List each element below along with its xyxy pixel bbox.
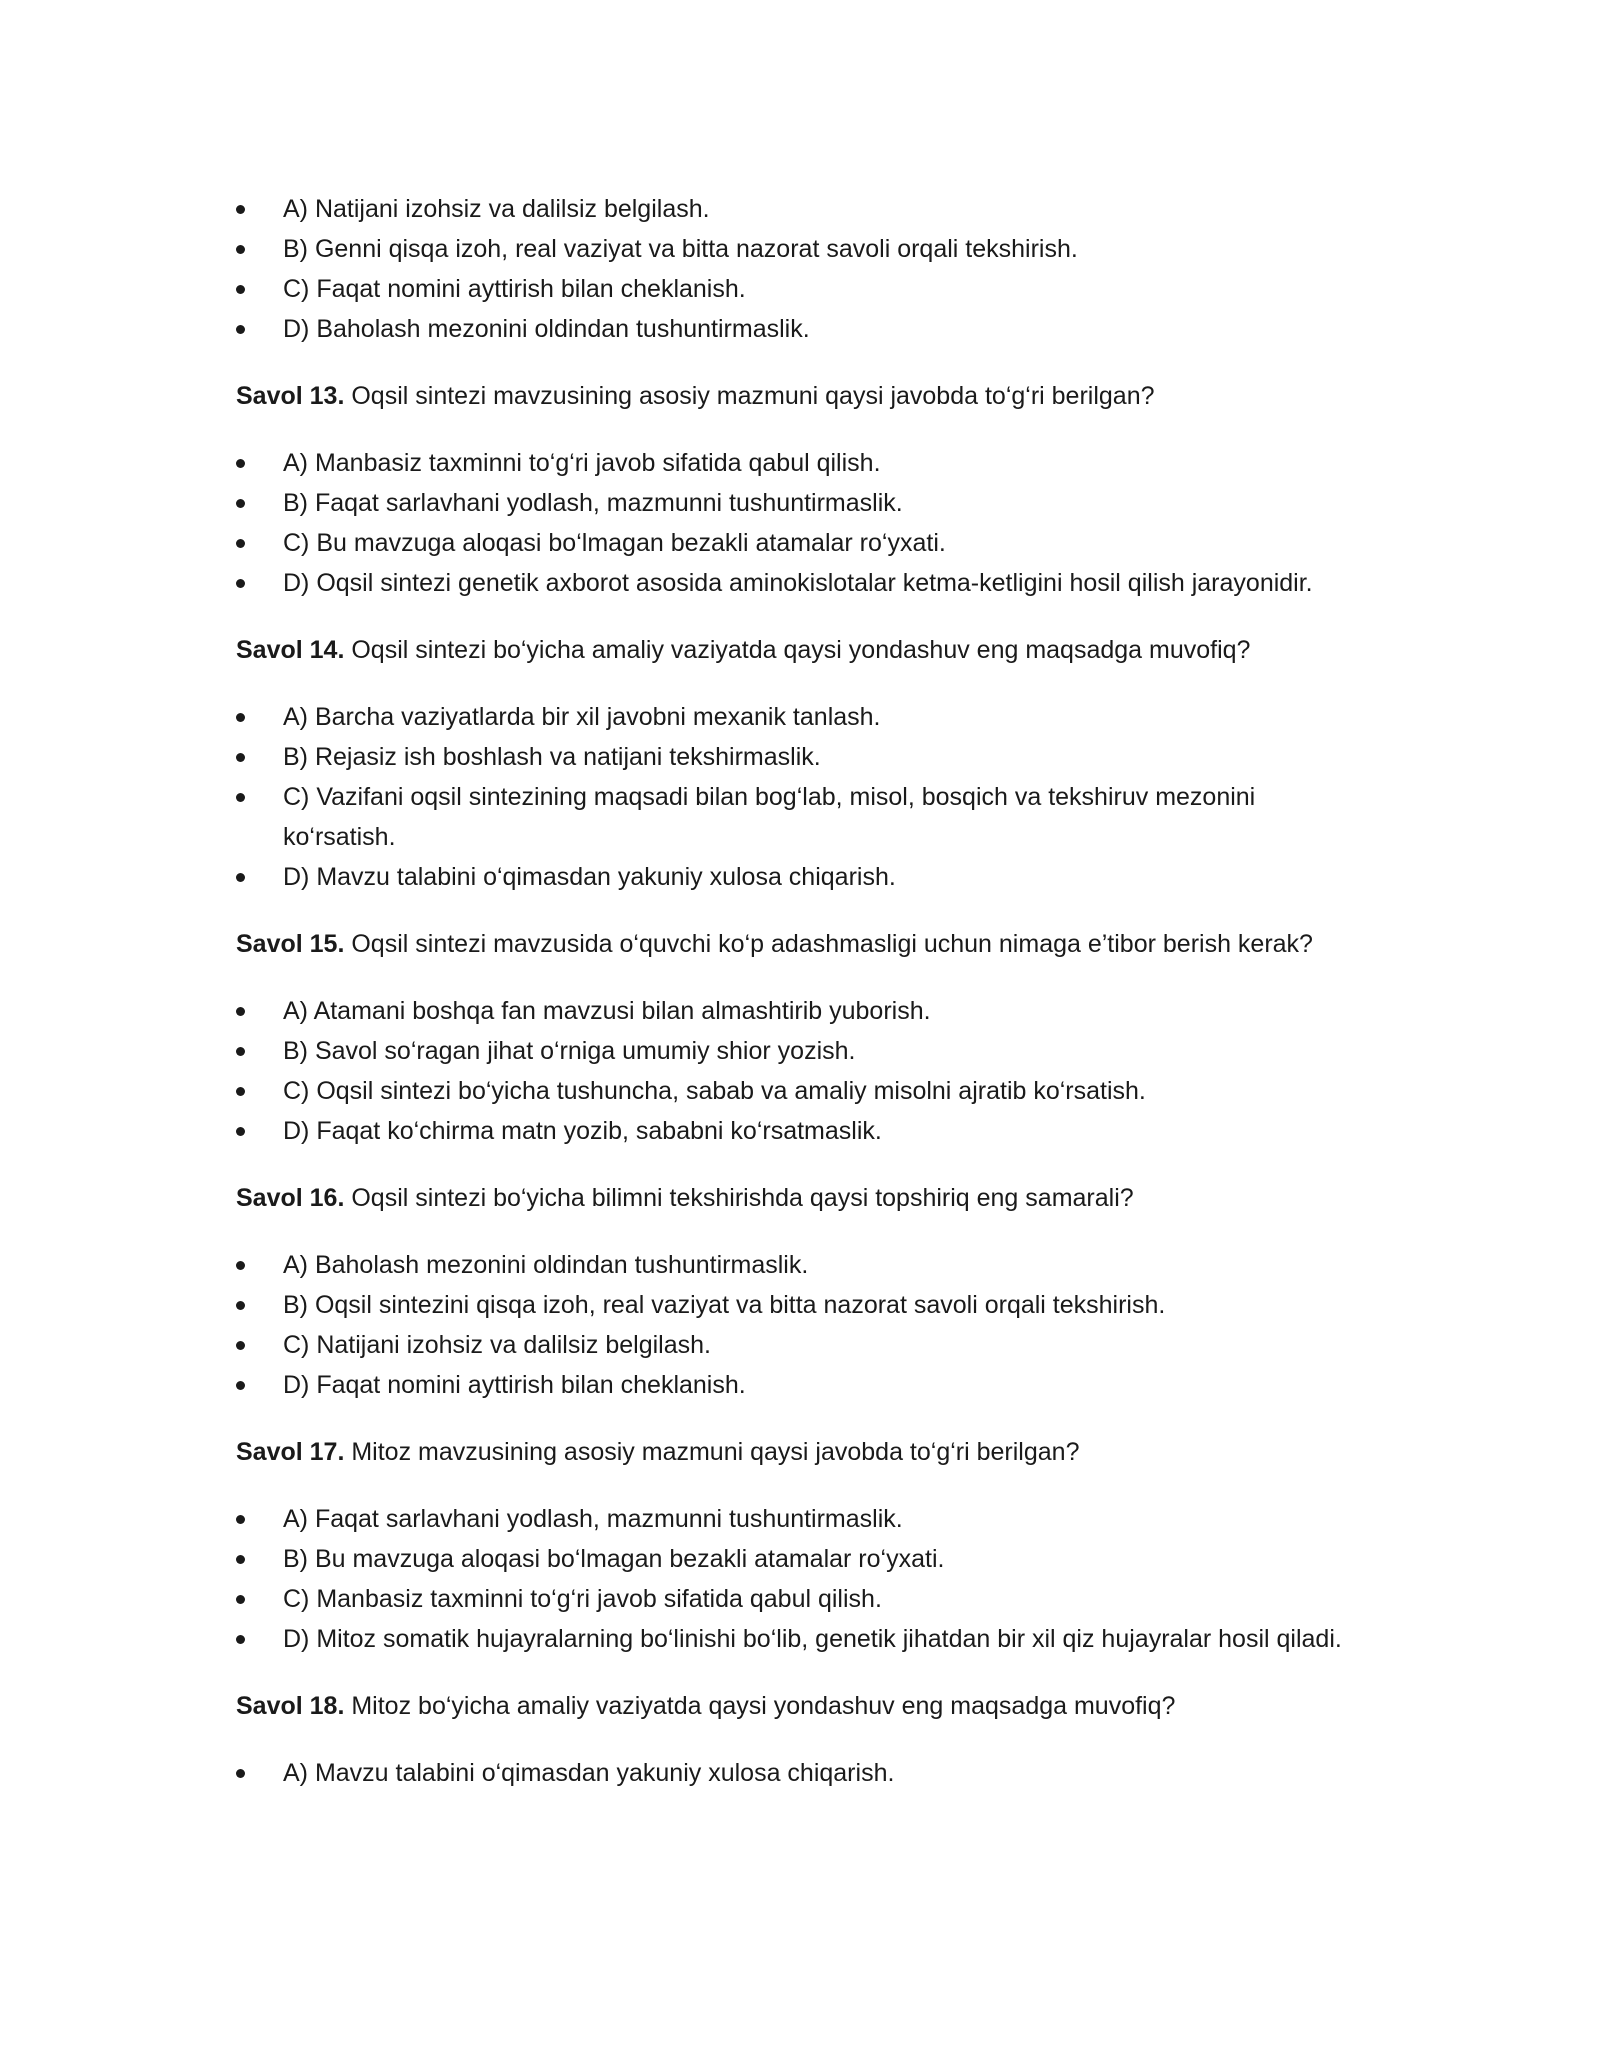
- bullet-icon: [236, 1595, 245, 1604]
- option-item: [236, 1579, 1364, 1619]
- bullet-icon: [236, 325, 245, 334]
- option-item: [236, 1499, 1364, 1539]
- bullet-icon: [236, 459, 245, 468]
- option-text: D) Oqsil sintezi genetik axborot asosida aminokislotalar ketma-ketligini hosil qilish jarayonidir.: [283, 569, 1313, 597]
- option-list: [236, 1753, 1364, 1793]
- option-text: C) Vazifani oqsil sintezining maqsadi bilan bog‘lab, misol, bosqich va tekshiruv mezonini ko‘rsatish.: [283, 783, 1256, 851]
- question-text: Oqsil sintezi mavzusida o‘quvchi ko‘p adashmasligi uchun nimaga e’tibor berish kerak?: [351, 930, 1313, 958]
- bullet-icon: [236, 285, 245, 294]
- bullet-icon: [236, 1301, 245, 1310]
- question-15: [236, 924, 1364, 964]
- bullet-icon: [236, 793, 245, 802]
- option-text: A) Baholash mezonini oldindan tushuntirmaslik.: [283, 1251, 809, 1279]
- option-item: [236, 1365, 1364, 1405]
- question-16: [236, 1178, 1364, 1218]
- option-text: C) Natijani izohsiz va dalilsiz belgilash.: [283, 1331, 711, 1359]
- option-text: A) Manbasiz taxminni to‘g‘ri javob sifatida qabul qilish.: [283, 449, 881, 477]
- option-text: A) Barcha vaziyatlarda bir xil javobni mexanik tanlash.: [283, 703, 881, 731]
- question-number: Savol 18.: [236, 1692, 345, 1720]
- bullet-icon: [236, 205, 245, 214]
- option-text: A) Faqat sarlavhani yodlash, mazmunni tushuntirmaslik.: [283, 1505, 903, 1533]
- bullet-icon: [236, 245, 245, 254]
- question-17: [236, 1432, 1364, 1472]
- bullet-icon: [236, 873, 245, 882]
- option-text: B) Bu mavzuga aloqasi bo‘lmagan bezakli atamalar ro‘yxati.: [283, 1545, 945, 1573]
- bullet-icon: [236, 1261, 245, 1270]
- option-text: B) Faqat sarlavhani yodlash, mazmunni tushuntirmaslik.: [283, 489, 903, 517]
- bullet-icon: [236, 1555, 245, 1564]
- option-item: [236, 229, 1364, 269]
- option-item: [236, 563, 1364, 603]
- question-number: Savol 14.: [236, 636, 345, 664]
- question-number: Savol 17.: [236, 1438, 345, 1466]
- option-text: C) Faqat nomini ayttirish bilan cheklanish.: [283, 275, 746, 303]
- option-list: [236, 991, 1364, 1151]
- question-13: [236, 376, 1364, 416]
- bullet-icon: [236, 1341, 245, 1350]
- option-text: A) Natijani izohsiz va dalilsiz belgilash.: [283, 195, 710, 223]
- option-list: [236, 1499, 1364, 1659]
- bullet-icon: [236, 713, 245, 722]
- bullet-icon: [236, 1087, 245, 1096]
- question-text: Oqsil sintezi bo‘yicha bilimni tekshirishda qaysi topshiriq eng samarali?: [351, 1184, 1134, 1212]
- option-item: [236, 1539, 1364, 1579]
- option-item: [236, 737, 1364, 777]
- option-text: C) Bu mavzuga aloqasi bo‘lmagan bezakli atamalar ro‘yxati.: [283, 529, 946, 557]
- option-item: [236, 1245, 1364, 1285]
- option-text: B) Oqsil sintezini qisqa izoh, real vaziyat va bitta nazorat savoli orqali tekshirish.: [283, 1291, 1166, 1319]
- question-number: Savol 16.: [236, 1184, 345, 1212]
- question-text: Mitoz mavzusining asosiy mazmuni qaysi javobda to‘g‘ri berilgan?: [351, 1438, 1080, 1466]
- option-item: [236, 777, 1364, 857]
- question-18: [236, 1686, 1364, 1726]
- option-text: C) Manbasiz taxminni to‘g‘ri javob sifatida qabul qilish.: [283, 1585, 882, 1613]
- option-text: D) Faqat ko‘chirma matn yozib, sababni ko‘rsatmaslik.: [283, 1117, 882, 1145]
- bullet-icon: [236, 1047, 245, 1056]
- option-item: [236, 1111, 1364, 1151]
- option-text: D) Baholash mezonini oldindan tushuntirmaslik.: [283, 315, 810, 343]
- option-text: B) Genni qisqa izoh, real vaziyat va bitta nazorat savoli orqali tekshirish.: [283, 235, 1078, 263]
- option-item: [236, 1325, 1364, 1365]
- question-number: Savol 13.: [236, 382, 345, 410]
- bullet-icon: [236, 1515, 245, 1524]
- option-item: [236, 269, 1364, 309]
- option-text: D) Mitoz somatik hujayralarning bo‘linishi bo‘lib, genetik jihatdan bir xil qiz hujayralar hosil qiladi.: [283, 1625, 1342, 1653]
- option-text: B) Savol so‘ragan jihat o‘rniga umumiy shior yozish.: [283, 1037, 856, 1065]
- option-item: [236, 857, 1364, 897]
- option-list: [236, 1245, 1364, 1405]
- option-text: B) Rejasiz ish boshlash va natijani tekshirmaslik.: [283, 743, 821, 771]
- bullet-icon: [236, 753, 245, 762]
- option-list: [236, 697, 1364, 897]
- bullet-icon: [236, 1007, 245, 1016]
- bullet-icon: [236, 1127, 245, 1136]
- option-item: [236, 1753, 1364, 1793]
- option-text: A) Atamani boshqa fan mavzusi bilan almashtirib yuborish.: [283, 997, 931, 1025]
- option-item: [236, 309, 1364, 349]
- option-item: [236, 483, 1364, 523]
- option-text: D) Mavzu talabini o‘qimasdan yakuniy xulosa chiqarish.: [283, 863, 896, 891]
- option-item: [236, 697, 1364, 737]
- bullet-icon: [236, 1635, 245, 1644]
- option-item: [236, 1619, 1364, 1659]
- option-list: [236, 189, 1364, 349]
- option-item: [236, 991, 1364, 1031]
- bullet-icon: [236, 499, 245, 508]
- question-text: Mitoz bo‘yicha amaliy vaziyatda qaysi yondashuv eng maqsadga muvofiq?: [351, 1692, 1176, 1720]
- option-item: [236, 1071, 1364, 1111]
- question-14: [236, 630, 1364, 670]
- question-text: Oqsil sintezi bo‘yicha amaliy vaziyatda qaysi yondashuv eng maqsadga muvofiq?: [351, 636, 1251, 664]
- option-list: [236, 443, 1364, 603]
- option-item: [236, 443, 1364, 483]
- option-text: D) Faqat nomini ayttirish bilan cheklanish.: [283, 1371, 746, 1399]
- bullet-icon: [236, 1769, 245, 1778]
- option-text: A) Mavzu talabini o‘qimasdan yakuniy xulosa chiqarish.: [283, 1759, 895, 1787]
- bullet-icon: [236, 539, 245, 548]
- question-number: Savol 15.: [236, 930, 345, 958]
- option-item: [236, 1031, 1364, 1071]
- bullet-icon: [236, 1381, 245, 1390]
- question-text: Oqsil sintezi mavzusining asosiy mazmuni qaysi javobda to‘g‘ri berilgan?: [351, 382, 1155, 410]
- bullet-icon: [236, 579, 245, 588]
- option-item: [236, 523, 1364, 563]
- option-item: [236, 1285, 1364, 1325]
- option-text: C) Oqsil sintezi bo‘yicha tushuncha, sabab va amaliy misolni ajratib ko‘rsatish.: [283, 1077, 1146, 1105]
- option-item: [236, 189, 1364, 229]
